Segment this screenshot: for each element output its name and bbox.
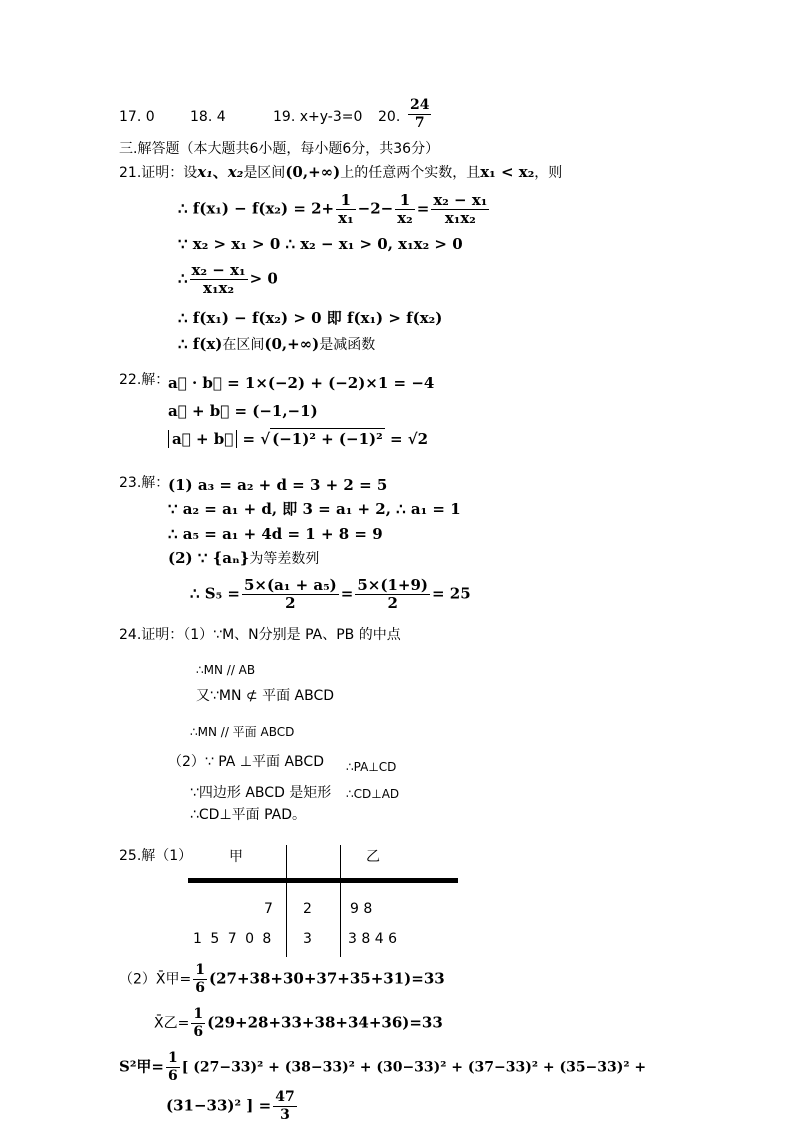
row2-stem: 3 xyxy=(303,931,312,947)
q24-line5b: ∴CD⊥AD xyxy=(346,787,400,801)
answer-20-fraction: $\frac{24}{7}$ xyxy=(410,97,430,131)
answer-18: 18. 4 xyxy=(190,109,226,125)
q24-line4a: （2）∵ PA ⊥平面 ABCD xyxy=(168,754,324,770)
answer-20-label: 20. xyxy=(378,109,401,125)
stem-leaf-header-rule xyxy=(188,878,458,883)
row1-stem: 2 xyxy=(303,901,312,917)
q24-line1: ∴MN // AB xyxy=(196,663,256,677)
q24-line5a: ∵四边形 ABCD 是矩形 xyxy=(190,785,332,801)
stem-leaf-left-divider xyxy=(286,845,287,957)
q25-label: 25.解（1） xyxy=(119,848,193,864)
q23-line3: ∴ a₅ = a₁ + 4d = 1 + 8 = 9 xyxy=(168,525,383,543)
q25-part2-line2: X̄乙= $\frac{1}{6}$ (29+28+33+38+34+36)=33 xyxy=(154,1006,443,1040)
q24-line4b: ∴PA⊥CD xyxy=(346,760,397,774)
q22-line1: a⃗ · b⃗ = 1×(−2) + (−2)×1 = −4 xyxy=(168,374,435,392)
answer-17: 17. 0 xyxy=(119,109,155,125)
row2-right-leaves: 3 8 4 6 xyxy=(348,931,397,947)
stem-leaf-right-divider xyxy=(340,845,341,957)
answer-19: 19. x+y-3=0 xyxy=(273,109,363,125)
q23-line2: ∵ a₂ = a₁ + d, 即 3 = a₁ + 2, ∴ a₁ = 1 xyxy=(168,500,461,518)
q21-line3: ∴ $\frac{\text{x₂ − x₁}}{\text{x₁x₂}}$ > 0 xyxy=(178,261,278,297)
q22-line3: a⃗ + b⃗ = √ (−1)² + (−1)² = √2 xyxy=(168,428,428,449)
section-title: 三.解答题（本大题共6小题，每小题6分，共36分） xyxy=(119,141,440,157)
q23-line4: (2) ∵ {aₙ}为等差数列 xyxy=(168,549,320,567)
q24-line3: ∴MN // 平面 ABCD xyxy=(190,725,295,739)
q22-label: 22.解： xyxy=(119,372,170,388)
stem-head-right: 乙 xyxy=(366,849,380,865)
q22-line2: a⃗ + b⃗ = (−1,−1) xyxy=(168,402,318,420)
row1-left-leaves: 7 xyxy=(264,901,273,917)
row1-right-leaves: 9 8 xyxy=(350,901,373,917)
q21-line2: ∵ x₂ > x₁ > 0 ∴ x₂ − x₁ > 0, x₁x₂ > 0 xyxy=(178,235,463,253)
q25-part2-line4: (31−33)² ] = $\frac{47}{3}$ xyxy=(166,1089,295,1123)
q21-intro: 21.证明：设x₁、x₂是区间(0,+∞)上的任意两个实数，且x₁ < x₂，则 xyxy=(119,163,563,181)
q25-part2-line3: S²甲= $\frac{1}{6}$ [ (27−33)² + (38−33)² + (30−33)² + (37−33)² + (35−33)² + xyxy=(119,1050,647,1084)
q23-line5: ∴ S₅ = $\frac{\text{5×(a₁ + a₅)}}{2}$ = $\frac{5\times(1+9)}{2}$ = 25 xyxy=(190,576,471,612)
q24-line6: ∴CD⊥平面 PAD。 xyxy=(190,807,307,823)
q21-line1: ∴ f(x₁) − f(x₂) = 2+ $\frac{1}{\text{x₁}}$ −2− $\frac{1}{\text{x₂}}$ = $\frac{\text{x₂ − x₁}}{\text{x₁x₂}}$ xyxy=(178,191,488,227)
q23-line1: (1) a₃ = a₂ + d = 3 + 2 = 5 xyxy=(168,476,388,494)
q24-line2: 又∵MN ⊄ 平面 ABCD xyxy=(196,688,335,704)
stem-head-left: 甲 xyxy=(229,849,243,865)
q21-line4: ∴ f(x₁) − f(x₂) > 0 即 f(x₁) > f(x₂) xyxy=(178,309,443,327)
q25-part2-line1: （2）X̄甲= $\frac{1}{6}$ (27+38+30+37+35+31)=33 xyxy=(119,962,445,996)
q24-label: 24.证明：（1）∵M、N分别是 PA、PB 的中点 xyxy=(119,627,401,643)
q23-label: 23.解： xyxy=(119,475,170,491)
q21-line5: ∴ f(x)在区间(0,+∞)是减函数 xyxy=(178,335,376,353)
row2-left-leaves: 1 5 7 0 8 xyxy=(193,931,274,947)
